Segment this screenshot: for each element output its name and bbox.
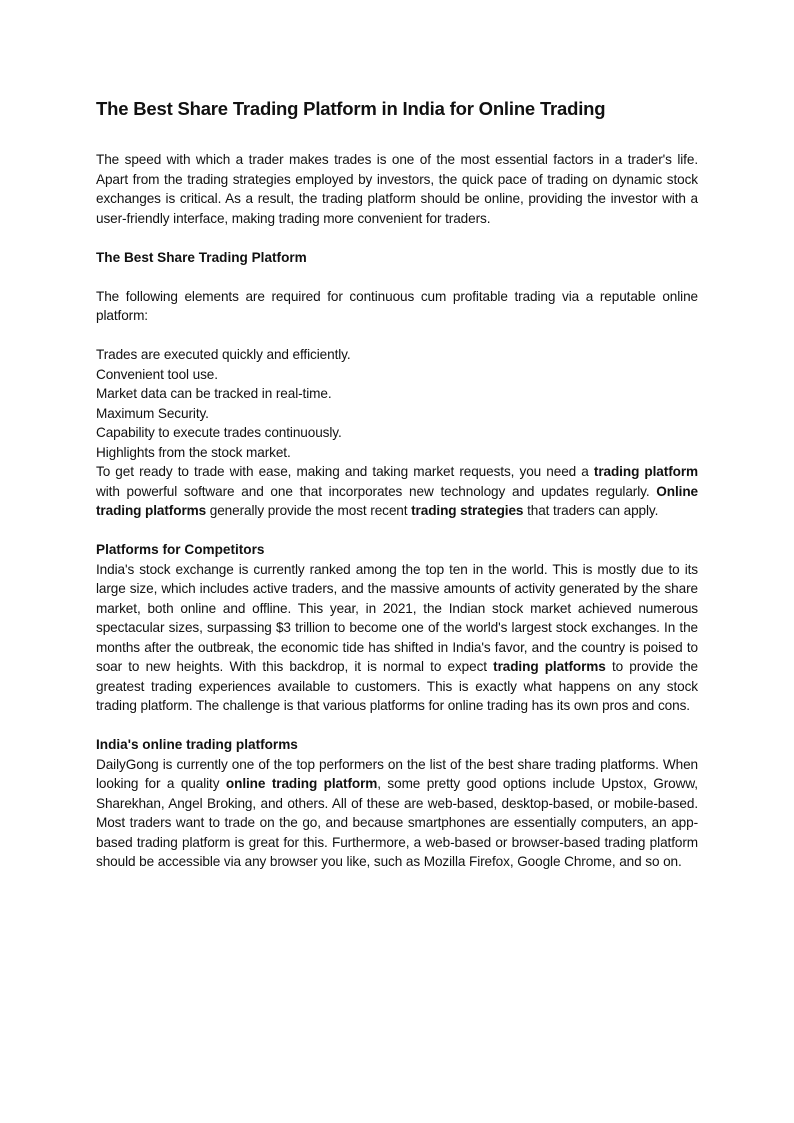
text-run: Highlights from the stock market. (96, 444, 291, 460)
spacer (96, 326, 698, 346)
section-heading: India's online trading platforms (96, 737, 298, 752)
paragraph (96, 384, 698, 404)
section-heading: The Best Share Trading Platform (96, 249, 307, 265)
document-title: The Best Share Trading Platform in India for Online Trading (96, 98, 606, 119)
spacer (96, 716, 698, 736)
section-heading: Platforms for Competitors (96, 542, 265, 557)
text-run: Convenient tool use. (96, 366, 218, 382)
bold-keyword: trading platforms (493, 659, 606, 674)
paragraph (96, 345, 698, 365)
paragraph (96, 462, 698, 521)
text-run: The following elements are required for continuous cum profitable trading via a reputable online platform: (96, 288, 698, 323)
paragraph (96, 287, 698, 326)
document-page (96, 96, 698, 872)
text-run: , some pretty good options include Upstox, Groww, Sharekhan, Angel Broking, and others. All of these are web-based, desktop-based, or mobile-based. Most traders want to trade on the go, and because smartphones are essentially computers, an app-based trading platform is great for this. Furthermore, a web-based or browser-based trading platform should be accessible via any browser you like, such as Mozilla Firefox, Google Chrome, and so on. (96, 776, 698, 869)
paragraph (96, 560, 698, 716)
paragraph (96, 443, 698, 463)
text-run: India's stock exchange is currently ranked among the top ten in the world. This is mostly due to its large size, which includes active traders, and the massive amounts of activity generated by the share market, both online and offline. This year, in 2021, the Indian stock market achieved numerous spectacular sizes, surpassing $3 trillion to become one of the world's largest stock exchanges. In the months after the outbreak, the economic tide has shifted in India's favor, and the country is poised to soar to new heights. With this backdrop, it is normal to expect (96, 561, 698, 674)
text-run: DailyGong is currently one of the top performers on the list of the best share trading platforms. When looking for a quality (96, 756, 698, 791)
spacer (96, 267, 698, 287)
spacer (96, 228, 698, 248)
paragraph (96, 404, 698, 424)
text-run: Capability to execute trades continuously. (96, 425, 342, 440)
text-run: Maximum Security. (96, 405, 209, 421)
spacer (96, 521, 698, 541)
bold-keyword: Online trading platforms (96, 483, 698, 518)
bold-keyword: trading platform (593, 464, 699, 479)
text-run: The speed with which a trader makes trades is one of the most essential factors in a trader's life. Apart from the trading strategies employed by investors, the quick pace of trading on dynamic stock exchanges is critical. As a result, the trading platform should be online, providing the investor with a user-friendly interface, making trading more convenient for traders. (96, 152, 698, 226)
text-run: with powerful software and one that incorporates new technology and updates regularly. (96, 483, 657, 499)
paragraph (96, 755, 698, 872)
bold-keyword: online trading platform (225, 776, 378, 791)
text-run: to provide the greatest trading experiences available to customers. This is exactly what happens on any stock trading platform. The challenge is that various platforms for online trading has its own pros and cons. (96, 659, 698, 713)
document-body (96, 150, 698, 872)
text-run: Market data can be tracked in real-time. (96, 386, 332, 401)
text-run: To get ready to trade with ease, making and taking market requests, you need a (96, 464, 594, 479)
paragraph (96, 150, 698, 228)
text-run: Trades are executed quickly and efficiently. (96, 347, 351, 362)
bold-keyword: trading strategies (411, 503, 524, 518)
paragraph (96, 365, 698, 385)
paragraph (96, 423, 698, 443)
text-run: that traders can apply. (523, 503, 659, 518)
text-run: generally provide the most recent (206, 503, 412, 518)
